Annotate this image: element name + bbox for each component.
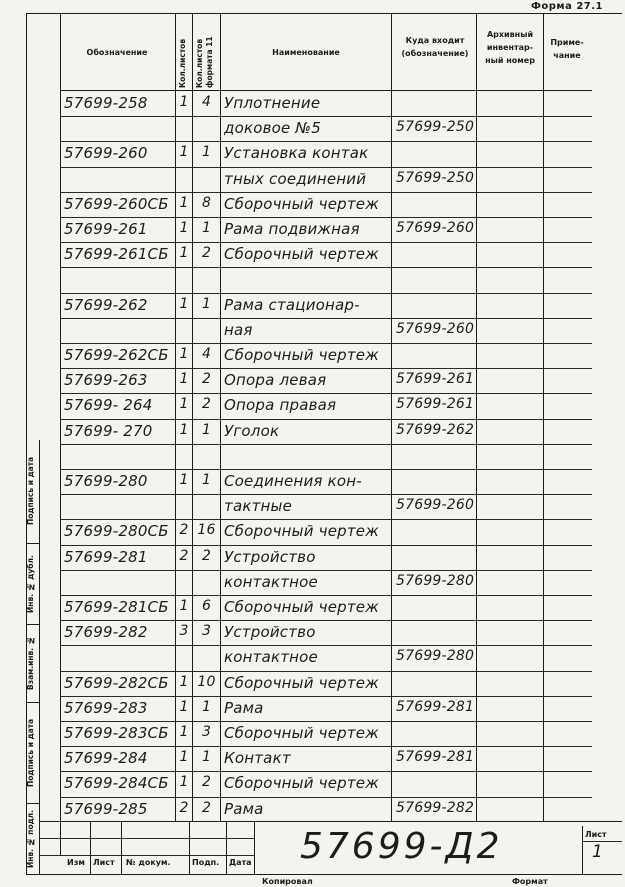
footer-copied: Копировал: [262, 877, 313, 886]
row-name: Уголок: [224, 421, 280, 440]
row-included-in: 57699-262: [396, 421, 475, 438]
sheet-label: Лист: [585, 830, 607, 839]
column-divider: [476, 13, 477, 821]
row-sheets: 1: [179, 774, 189, 791]
row-code: 57699-262: [64, 295, 148, 314]
row-included-in: 57699-280: [396, 648, 475, 665]
row-included-in: 57699-281: [396, 749, 475, 766]
row-name: Сборочный чертеж: [224, 522, 379, 541]
row-name: контактное: [224, 648, 318, 667]
row-included-in: 57699-281: [396, 698, 475, 715]
row-included-in: 57699-261: [396, 371, 475, 388]
stamp-top-rule: [40, 821, 622, 822]
sheet-number: 1: [592, 842, 603, 862]
row-code: 57699-281СБ: [64, 598, 169, 616]
row-sheets: 1: [179, 421, 189, 438]
row-code: 57699-261СБ: [64, 245, 169, 264]
margin-separator: [26, 543, 40, 544]
row-sheets: 1: [179, 194, 189, 211]
row-sheets: 1: [179, 220, 189, 236]
row-name: Соединения кон-: [224, 472, 362, 490]
footer-format: Формат: [512, 877, 548, 886]
row-name: Рама: [224, 799, 264, 818]
row-code: 57699-285: [64, 799, 148, 818]
row-format-sheets: 1: [201, 421, 212, 438]
row-sheets: 1: [179, 673, 189, 690]
stamp-rule: [40, 838, 254, 839]
row-sheets: 1: [179, 144, 189, 161]
row-format-sheets: 2: [201, 245, 212, 262]
row-format-sheets: 2: [201, 799, 212, 816]
row-code: 57699-282: [64, 623, 148, 642]
row-name: Рама: [224, 698, 264, 717]
header-format-11: Кол.листов формата 11: [195, 36, 214, 88]
margin-sign-date-bottom: Подпись и дата: [26, 718, 35, 788]
row-separator: [60, 545, 592, 546]
row-separator: [60, 192, 592, 193]
header-sheets-count: Кол.листов: [178, 38, 187, 88]
column-divider: [543, 13, 544, 821]
row-included-in: 57699-260: [396, 497, 475, 514]
row-format-sheets: 16: [197, 522, 216, 539]
margin-separator: [26, 702, 40, 703]
row-format-sheets: 1: [201, 472, 212, 488]
row-sheets: 2: [179, 799, 189, 816]
stamp-divider: [121, 821, 122, 875]
row-sheets: 1: [179, 396, 189, 413]
row-name: Опора левая: [224, 371, 327, 390]
row-separator: [60, 343, 592, 344]
row-name: Установка контак: [224, 144, 369, 163]
row-code: 57699-261: [64, 220, 148, 238]
stamp-rule: [40, 855, 254, 856]
row-separator: [60, 595, 592, 596]
row-format-sheets: 10: [197, 673, 216, 690]
row-separator: [60, 746, 592, 747]
row-separator: [60, 620, 592, 621]
row-separator: [60, 696, 592, 697]
row-sheets: 1: [179, 749, 189, 766]
row-format-sheets: 6: [201, 598, 212, 614]
row-included-in: 57699-282: [396, 799, 475, 816]
row-name: контактное: [224, 572, 318, 591]
row-name: Устройство: [224, 547, 316, 566]
row-separator: [60, 570, 592, 571]
row-separator: [60, 318, 592, 319]
header-name: Наименование: [272, 48, 340, 57]
header-bottom-rule: [60, 90, 592, 91]
form-number: Форма 27.1: [530, 1, 603, 12]
row-sheets: 2: [179, 547, 189, 564]
column-divider: [220, 13, 221, 821]
row-sheets: 1: [179, 371, 189, 388]
header-included-in: Куда входит (обозначение): [401, 36, 469, 58]
header-archive: Архивный инвентар- ный номер: [485, 30, 535, 65]
row-format-sheets: 1: [201, 749, 212, 766]
column-divider: [60, 13, 61, 855]
row-code: 57699-262СБ: [64, 346, 169, 364]
row-format-sheets: 1: [201, 295, 212, 312]
row-separator: [60, 141, 592, 142]
row-separator: [60, 444, 592, 445]
row-name: доковое №5: [224, 119, 321, 138]
row-code: 57699-260: [64, 144, 148, 163]
row-separator: [60, 797, 592, 798]
row-included-in: 57699-261: [396, 396, 475, 413]
margin-separator: [26, 803, 40, 804]
row-format-sheets: 2: [201, 547, 212, 564]
row-sheets: 1: [179, 698, 189, 715]
row-separator: [60, 469, 592, 470]
row-code: 57699-284СБ: [64, 774, 169, 793]
row-name: тактные: [224, 497, 293, 516]
row-included-in: 57699-260: [396, 320, 475, 337]
stamp-divider: [254, 821, 255, 875]
row-code: 57699-283СБ: [64, 724, 169, 742]
row-name: Сборочный чертеж: [224, 346, 379, 364]
row-sheets: 3: [179, 623, 189, 640]
row-name: Сборочный чертеж: [224, 774, 379, 793]
stamp-divider: [226, 821, 227, 875]
row-separator: [60, 645, 592, 646]
row-format-sheets: 2: [201, 774, 212, 791]
stamp-divider: [582, 826, 583, 875]
row-format-sheets: 1: [201, 144, 212, 161]
row-separator: [60, 494, 592, 495]
row-separator: [60, 721, 592, 722]
stamp-signature: Подп.: [192, 858, 220, 867]
row-code: 57699-284: [64, 749, 148, 768]
header-designation: Обозначение: [86, 48, 148, 57]
row-separator: [60, 293, 592, 294]
row-included-in: 57699-280: [396, 572, 475, 589]
stamp-change: Изм: [67, 858, 85, 867]
row-separator: [60, 671, 592, 672]
row-format-sheets: 3: [201, 623, 212, 640]
row-separator: [60, 368, 592, 369]
stamp-sheet: Лист: [93, 858, 115, 867]
row-code: 57699-260СБ: [64, 194, 169, 213]
row-format-sheets: 2: [201, 371, 212, 388]
row-name: Устройство: [224, 623, 316, 642]
row-separator: [60, 242, 592, 243]
row-code: 57699-281: [64, 547, 148, 566]
row-name: Опора правая: [224, 396, 337, 415]
row-separator: [60, 267, 592, 268]
row-separator: [60, 771, 592, 772]
row-code: 57699-263: [64, 371, 148, 390]
row-code: 57699- 264: [64, 396, 153, 415]
stamp-divider: [90, 821, 91, 875]
row-included-in: 57699-260: [396, 220, 475, 236]
header-note: Приме- чание: [550, 38, 584, 60]
row-sheets: 1: [179, 295, 189, 312]
row-format-sheets: 2: [201, 396, 212, 413]
row-sheets: 1: [179, 94, 189, 110]
row-format-sheets: 4: [201, 94, 212, 110]
row-code: 57699-280: [64, 472, 148, 490]
row-format-sheets: 3: [201, 724, 212, 740]
row-code: 57699-280СБ: [64, 522, 169, 541]
document-code: 57699-Д2: [300, 826, 503, 867]
row-name: Сборочный чертеж: [224, 673, 379, 692]
row-sheets: 1: [179, 724, 189, 740]
margin-orig-inv: Инв. № подл.: [26, 810, 35, 869]
row-name: Сборочный чертеж: [224, 598, 379, 616]
row-name: Рама стационар-: [224, 295, 360, 314]
stamp-doc-number: № докум.: [126, 858, 171, 867]
row-format-sheets: 1: [201, 698, 212, 715]
side-margin: [26, 440, 40, 875]
row-separator: [60, 419, 592, 420]
row-separator: [60, 393, 592, 394]
row-code: 57699-258: [64, 94, 148, 112]
row-included-in: 57699-250: [396, 169, 475, 186]
margin-dup-inv: Инв. № дубл.: [26, 555, 35, 613]
row-sheets: 1: [179, 245, 189, 262]
stamp-divider: [189, 821, 190, 875]
row-name: Сборочный чертеж: [224, 245, 379, 264]
row-sheets: 2: [179, 522, 189, 539]
row-name: ная: [224, 320, 253, 339]
row-sheets: 1: [179, 598, 189, 614]
margin-sign-date-top: Подпись и дата: [26, 456, 35, 526]
margin-separator: [26, 624, 40, 625]
row-format-sheets: 4: [201, 346, 212, 362]
row-name: Сборочный чертеж: [224, 724, 379, 742]
row-code: 57699- 270: [64, 421, 153, 440]
row-code: 57699-283: [64, 698, 148, 717]
row-name: Уплотнение: [224, 94, 321, 112]
row-format-sheets: 1: [201, 220, 212, 236]
stamp-date: Дата: [229, 858, 252, 867]
row-separator: [60, 519, 592, 520]
row-name: Сборочный чертеж: [224, 194, 379, 213]
row-separator: [60, 167, 592, 168]
row-name: Рама подвижная: [224, 220, 360, 238]
row-code: 57699-282СБ: [64, 673, 169, 692]
row-name: Контакт: [224, 749, 291, 768]
row-separator: [60, 217, 592, 218]
row-separator: [60, 116, 592, 117]
margin-mutual-inv: Взам.инв. №: [26, 636, 35, 690]
row-format-sheets: 8: [201, 194, 212, 211]
row-sheets: 1: [179, 472, 189, 488]
row-name: тных соединений: [224, 169, 367, 188]
row-included-in: 57699-250: [396, 119, 475, 136]
row-sheets: 1: [179, 346, 189, 362]
